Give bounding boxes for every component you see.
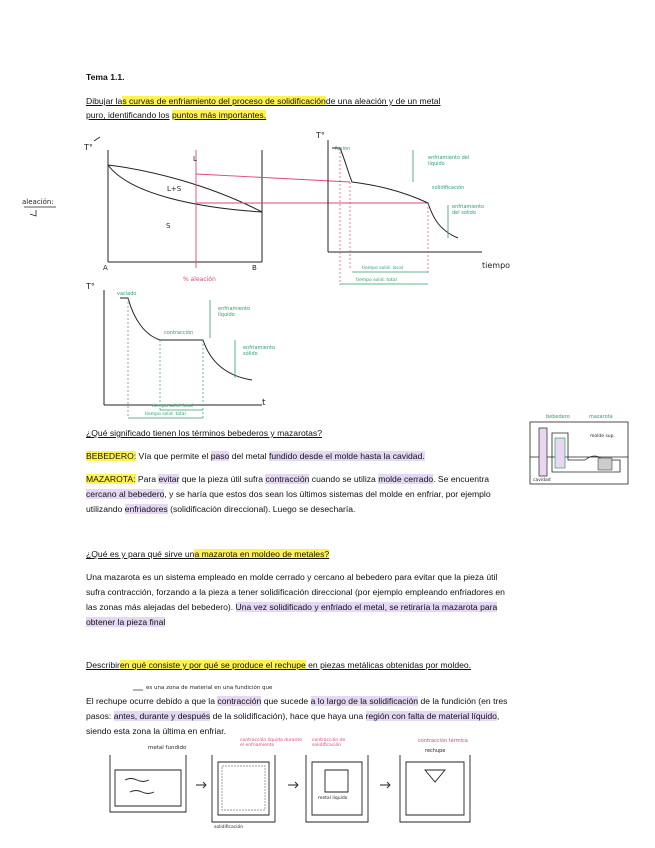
pure-time-axis: t: [262, 398, 266, 408]
phase-diagram: [94, 137, 262, 268]
phase-t-label: T°: [84, 143, 93, 152]
alloy-start-label: fusión: [335, 146, 351, 152]
q4-body: de la fundición (en tres pasos:: [86, 696, 508, 721]
q1-highlight: s curvas de enfriamiento del proceso de solidificación: [122, 96, 326, 106]
q3-body-highlight: Una vez solidificado y enfriado el metal, se retiraría la mazarota para obtener la pieza final: [86, 602, 498, 627]
q4-text: en piezas metálicas obtenidas por moldeo.: [305, 660, 472, 670]
page-title: Tema 1.1.: [86, 72, 125, 82]
maz-text: , y se haría que estos dos sean los últimos sistemas del molde en enfriar, por ejemplo utilizando: [86, 489, 491, 514]
maz-highlight: contracción: [265, 474, 310, 484]
sketch1-label: metal fundido: [148, 745, 187, 751]
sketch2-label: contracción líquida durante el enfriamiento: [240, 738, 302, 748]
rechupe-answer: [86, 694, 511, 739]
question-rechupe: [86, 658, 511, 673]
q4-body-highlight: contracción: [217, 696, 262, 706]
bebedero-definition: [86, 449, 425, 464]
q4-highlight: en qué consiste y por qué se produce el rechupe: [119, 660, 306, 670]
maz-text: cuando se utiliza: [309, 474, 379, 484]
q3-highlight: a mazarota en moldeo de metales?: [194, 549, 330, 559]
q4-body: , siendo esta zona la última en enfriar.: [86, 711, 500, 736]
sketch2-bottom-label: solidificación: [214, 825, 244, 830]
q4-body-highlight: antes, durante y después: [113, 711, 211, 721]
beb-text: Vía que permite el: [136, 451, 211, 461]
phase-l-label: L: [193, 155, 197, 163]
q3-text: ¿Qué es y para qué sirve un: [86, 549, 195, 559]
maz-text: que la pieza útil sufra: [179, 474, 266, 484]
q4-text: Describir: [86, 660, 120, 670]
question-mazarota: [86, 547, 329, 562]
rechupe-sketches: [110, 755, 470, 822]
pure-solid-label: enfriamiento sólido: [243, 345, 276, 357]
pure-contraction-label: contracción: [164, 330, 194, 336]
maz-text: (solidificación direccional). Luego se desecharía.: [167, 504, 356, 514]
margin-label: aleación:: [22, 198, 54, 206]
alloy-local-time: tiempo solid. local: [362, 266, 404, 271]
alloy-total-time: tiempo solid. total: [356, 278, 397, 283]
alloy-percent-label: % aleación: [183, 276, 216, 283]
alloy-time-axis: tiempo: [482, 261, 511, 270]
maz-text: . Se encuentra: [433, 474, 490, 484]
pure-total-time: tiempo solid. total: [145, 412, 186, 417]
bebedero-term: BEBEDERO:: [86, 451, 137, 461]
maz-highlight: evitar: [158, 474, 180, 484]
alloy-liquid-label: enfriamiento del líquido: [428, 155, 470, 167]
sketch-mazarota-label: mazarota: [589, 414, 613, 420]
sketch-cavidad-label: cavidad: [533, 478, 551, 483]
phase-a-label: A: [103, 264, 108, 272]
phase-s-label: S: [166, 222, 171, 230]
q1-text: Dibujar la: [86, 96, 123, 106]
q4-body-highlight: a lo largo de la solidificación: [310, 696, 419, 706]
beb-highlight: fundido desde el molde hasta la cavidad.: [268, 451, 425, 461]
q2-question: ¿Qué significado tienen los términos bebederos y mazarotas?: [86, 428, 322, 438]
phase-ls-label: L+S: [167, 185, 182, 193]
alloy-solid-label: enfriamiento del sólido: [452, 204, 485, 216]
question-bebederos: [86, 426, 322, 441]
q4-body: que sucede: [261, 696, 311, 706]
q1-highlight: puntos más importantes.: [172, 110, 267, 120]
mazarota-definition: [86, 472, 511, 517]
q1-text: puro, identificando los: [86, 110, 170, 120]
pure-start-label: vaciado: [117, 291, 137, 297]
pure-liquid-label: enfriamiento líquido: [218, 306, 251, 318]
sketch3-label: contracción de solidificación: [312, 738, 346, 748]
mazarota-term: MAZAROTA:: [86, 474, 136, 484]
q1-text: de una aleación y de un metal: [325, 96, 441, 106]
sketch-molde-label: molde sup.: [590, 434, 615, 439]
maz-text: Para: [135, 474, 159, 484]
sketch-bebedero-label: bebedero: [546, 414, 570, 420]
sketch3-inner-label: metal líquido: [318, 796, 348, 801]
q4-body-highlight: región con falta de material líquido: [365, 711, 497, 721]
pure-local-time: tiempo solid. local: [152, 404, 194, 409]
q4-body: El rechupe ocurre debido a que la: [86, 696, 218, 706]
pure-t-label: T°: [86, 282, 95, 291]
mazarota-answer: [86, 570, 511, 630]
mould-sketch: [530, 422, 628, 484]
alloy-solidification-label: solidificación: [432, 185, 465, 191]
maz-highlight: cercano al bebedero: [86, 489, 165, 499]
beb-text: del metal: [229, 451, 269, 461]
rechupe-handwritten-note: es una zona de material en una fundición que: [146, 685, 273, 691]
maz-highlight: molde cerrado: [378, 474, 434, 484]
q3-body: Una mazarota es un sistema empleado en molde cerrado y cercano al bebedero para evitar que la pieza útil sufra contracción, forzando a la pieza a tener solidificación direccional (por ejemplo empleando enfriadores en las zonas más alejadas del bebedero).: [86, 572, 505, 612]
alloy-t-label: T°: [316, 131, 325, 140]
sketch4-inner-label: rechupe: [425, 748, 446, 754]
q4-body: de la solidificación), hace que haya una: [210, 711, 366, 721]
beb-highlight: paso: [210, 451, 230, 461]
phase-b-label: B: [252, 264, 257, 272]
maz-highlight: enfriadores: [124, 504, 168, 514]
sketch4-label: contracción térmica: [418, 738, 468, 744]
